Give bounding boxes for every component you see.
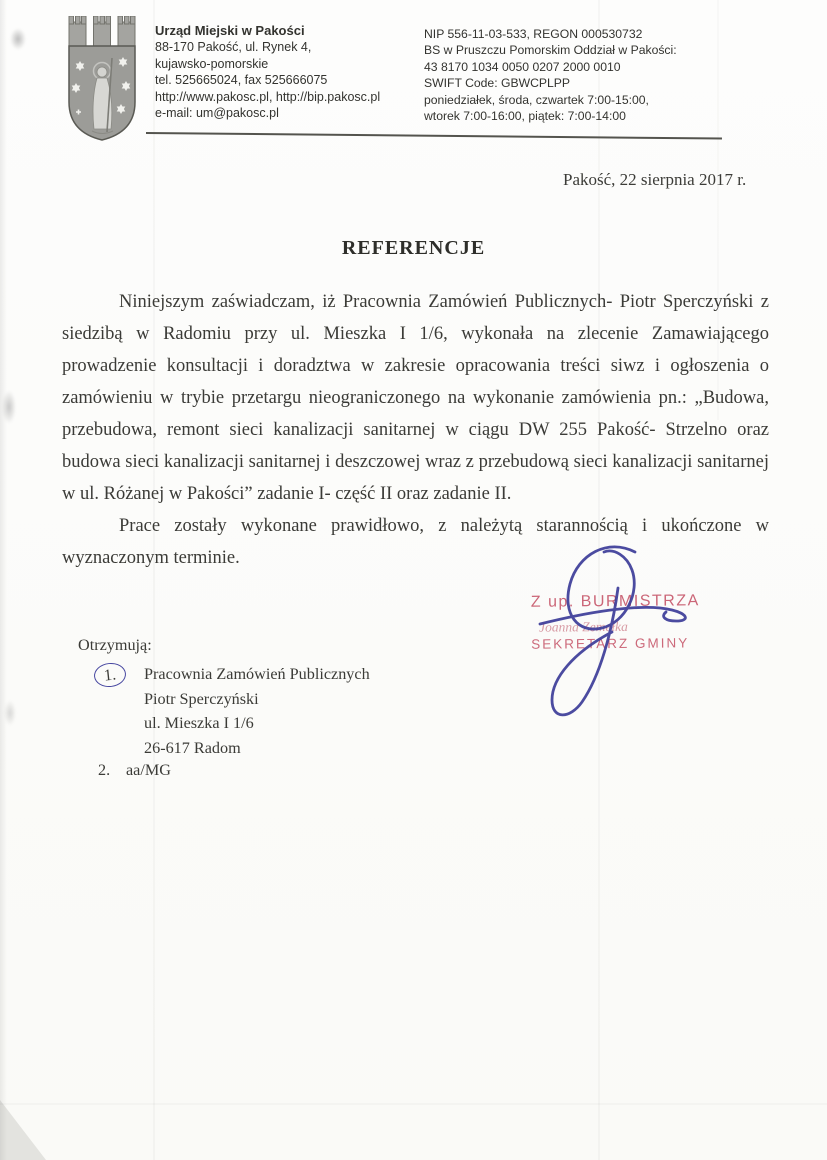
nip-regon-line: NIP 556-11-03-533, REGON 000530732	[424, 27, 643, 41]
recipient-item-1	[96, 662, 370, 760]
corner-fold-shadow	[0, 1100, 46, 1160]
recipient-line: Pracownia Zamówień Publicznych	[144, 665, 370, 683]
dateline: Pakość, 22 sierpnia 2017 r.	[563, 170, 747, 189]
sender-block	[155, 23, 380, 121]
registry-block	[424, 26, 677, 124]
sender-email-line: e-mail: um@pakosc.pl	[155, 106, 279, 121]
recipient-line: Piotr Sperczyński	[144, 689, 259, 708]
stamp-name-line: Joanna Zemełka	[538, 618, 628, 635]
sender-website-line: http://www.pakosc.pl, http://bip.pakosc.pl	[155, 89, 381, 104]
scan-artifact	[2, 390, 16, 424]
scan-artifact	[10, 28, 26, 50]
recipient-line: 26-617 Radom	[144, 738, 241, 757]
item-number: 2.	[98, 761, 111, 779]
sender-address-line: kujawsko-pomorskie	[155, 56, 269, 71]
coat-of-arms-icon	[66, 16, 138, 147]
recipient-item-2	[98, 761, 370, 780]
office-hours-line: poniedziałek, środa, czwartek 7:00-15:00,	[424, 92, 649, 107]
letter-body	[62, 286, 769, 574]
swift-line: SWIFT Code: GBWCPLPP	[424, 76, 571, 91]
handwritten-signature	[500, 540, 710, 735]
stamp-title-line: Z up. BURMISTRZA	[530, 592, 700, 611]
fold-crease-vertical	[153, 0, 155, 1160]
sender-phone-line: tel. 525665024, fax 525666075	[155, 73, 328, 88]
account-number-line: 43 8170 1034 0050 0207 2000 0010	[424, 59, 621, 74]
body-paragraph-1: Niniejszym zaświadczam, iż Pracownia Zamówień Publicznych- Piotr Sperczyński z siedzibą w Radomiu przy ul. Mieszka I 1/6, wykonała na zlecenie Zamawiającego prowadzenie konsultacji i doradztwa w zakresie opracowania treści siwz i ogłoszenia o zamówieniu w trybie przetargu nieograniczonego na wykonanie zamówienia pn.: „Budowa, przebudowa, remont sieci kanalizacji sanitarnej w ciągu DW 255 Pakość- Strzelno oraz budowa sieci kanalizacji sanitarnej i deszczowej wraz z przebudową sieci kanalizacji sanitarnej w ul. Różanej w Pakości” zadanie I- część II oraz zadanie II.	[62, 292, 769, 504]
recipient-line: aa/MG	[126, 761, 171, 779]
scan-edge-shadow	[0, 0, 7, 1160]
office-hours-line: wtorek 7:00-16:00, piątek: 7:00-14:00	[424, 109, 626, 124]
body-paragraph-2: Prace zostały wykonane prawidłowo, z należytą starannością i ukończone w wyznaczonym terminie.	[62, 516, 769, 568]
circled-item-number: 1.	[93, 661, 127, 688]
recipients-heading: Otrzymują:	[78, 636, 152, 654]
sender-org-name: Urząd Miejski w Pakości	[155, 23, 305, 38]
letter-title: REFERENCJE	[341, 237, 486, 259]
recipient-line: ul. Mieszka I 1/6	[144, 714, 254, 732]
header-divider	[146, 132, 722, 140]
stamp-role-line: SEKRETARZ GMINY	[531, 635, 690, 652]
scan-artifact	[4, 700, 16, 726]
sender-address-line: 88-170 Pakość, ul. Rynek 4,	[155, 40, 312, 55]
fold-crease-horizontal	[0, 1103, 827, 1105]
bank-line: BS w Pruszczu Pomorskim Oddział w Pakości:	[424, 43, 677, 58]
recipients-block	[78, 636, 370, 780]
